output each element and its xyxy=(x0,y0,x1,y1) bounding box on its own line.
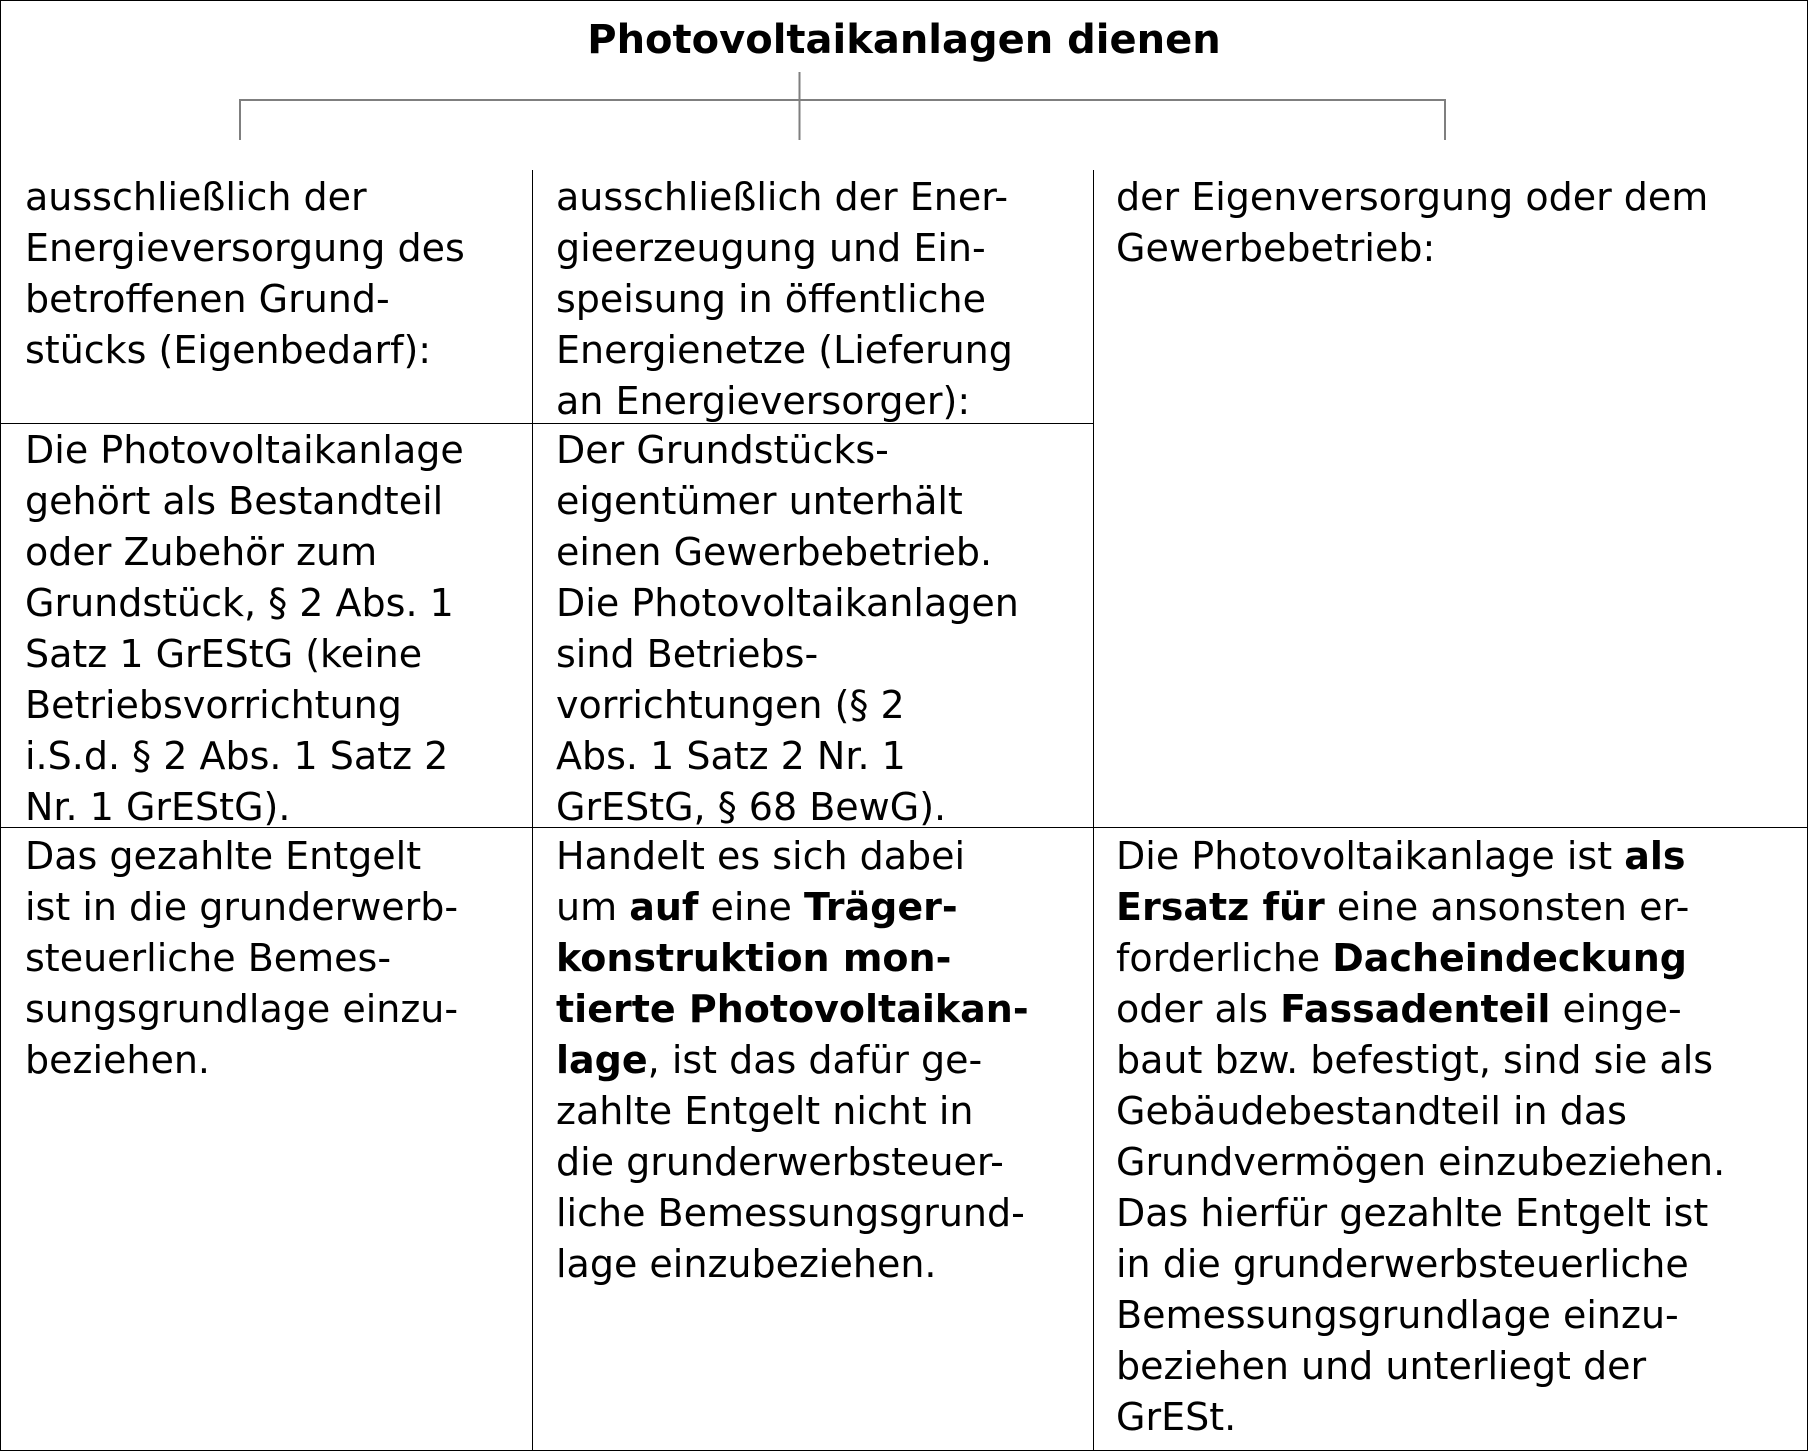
text-line: beziehen. xyxy=(25,1038,211,1082)
branch-connector xyxy=(0,0,1808,150)
emphasis: konstruktion mon- xyxy=(556,936,952,980)
text-line: Abs. 1 Satz 2 Nr. 1 xyxy=(556,734,906,778)
text-line: Bemessungsgrundlage einzu- xyxy=(1116,1293,1679,1337)
text-line: die grunderwerbsteuer- xyxy=(556,1140,1004,1184)
text-line: der Eigenversorgung oder dem xyxy=(1116,175,1709,219)
text-line: stücks (Eigenbedarf): xyxy=(25,328,432,372)
diagram-title: Photovoltaikanlagen dienen xyxy=(587,17,1221,63)
text-line: in die grunderwerbsteuerliche xyxy=(1116,1242,1689,1286)
text-line xyxy=(556,984,1029,1035)
text-line: GrEStG, § 68 BewG). xyxy=(556,785,947,829)
text-line: oder als Fassadenteil einge- xyxy=(1116,987,1682,1031)
text-line: Energienetze (Lieferung xyxy=(556,328,1013,372)
emphasis: Fassadenteil xyxy=(1280,987,1551,1031)
column-3-header xyxy=(1116,172,1708,274)
column-3-result xyxy=(1116,831,1725,1443)
text-line: speisung in öffentliche xyxy=(556,277,987,321)
text-line: Handelt es sich dabei xyxy=(556,834,966,878)
column-2-result xyxy=(556,831,1029,1290)
text-line: GrESt. xyxy=(1116,1395,1237,1439)
text-line: oder Zubehör zum xyxy=(25,530,378,574)
text-line: Das hierfür gezahlte Entgelt ist xyxy=(1116,1191,1709,1235)
column-divider-1 xyxy=(532,170,533,1451)
text-line: einen Gewerbebetrieb. xyxy=(556,530,993,574)
text-line: an Energieversorger): xyxy=(556,379,971,423)
text-line: vorrichtungen (§ 2 xyxy=(556,683,905,727)
emphasis: tierte Photovoltaikan- xyxy=(556,987,1029,1031)
text-line: ist in die grunderwerb- xyxy=(25,885,459,929)
text-line: baut bzw. befestigt, sind sie als xyxy=(1116,1038,1714,1082)
text-line: Ersatz für eine ansonsten er- xyxy=(1116,885,1690,929)
text-line: betroffenen Grund- xyxy=(25,277,390,321)
column-2-header xyxy=(556,172,1013,427)
text-line: lage, ist das dafür ge- xyxy=(556,1038,983,1082)
text-line: sungsgrundlage einzu- xyxy=(25,987,459,1031)
text-line: Das gezahlte Entgelt xyxy=(25,834,422,878)
column-1-result xyxy=(25,831,458,1086)
text-line: forderliche Dacheindeckung xyxy=(1116,936,1687,980)
emphasis: auf xyxy=(629,885,699,929)
text-line: Betriebsvorrichtung xyxy=(25,683,402,727)
text-line: beziehen und unterliegt der xyxy=(1116,1344,1647,1388)
text-line: Die Photovoltaikanlagen xyxy=(556,581,1019,625)
text-line: Nr. 1 GrEStG). xyxy=(25,785,291,829)
column-1-header xyxy=(25,172,465,376)
emphasis: Ersatz für xyxy=(1116,885,1325,929)
text-line: steuerliche Bemes- xyxy=(25,936,392,980)
text-line xyxy=(556,933,1029,984)
column-1-detail xyxy=(25,425,464,833)
emphasis: lage xyxy=(556,1038,648,1082)
emphasis: als xyxy=(1624,834,1686,878)
text-line: Gewerbebetrieb: xyxy=(1116,226,1436,270)
text-line: Energieversorgung des xyxy=(25,226,465,270)
text-line: liche Bemessungsgrund- xyxy=(556,1191,1025,1235)
text-line: Die Photovoltaikanlage xyxy=(25,428,464,472)
text-line: gieerzeugung und Ein- xyxy=(556,226,986,270)
text-line: Grundstück, § 2 Abs. 1 xyxy=(25,581,454,625)
text-line: ausschließlich der xyxy=(25,175,367,219)
column-divider-2 xyxy=(1093,170,1094,1451)
text-line: Gebäudebestandteil in das xyxy=(1116,1089,1627,1133)
column-2-detail xyxy=(556,425,1019,833)
emphasis: Dacheindeckung xyxy=(1332,936,1687,980)
text-line: lage einzubeziehen. xyxy=(556,1242,937,1286)
text-line: Der Grundstücks- xyxy=(556,428,889,472)
text-line: gehört als Bestandteil xyxy=(25,479,444,523)
text-line: i.S.d. § 2 Abs. 1 Satz 2 xyxy=(25,734,449,778)
emphasis: Träger- xyxy=(803,885,958,929)
text-line: eigentümer unterhält xyxy=(556,479,963,523)
text-line: Satz 1 GrEStG (keine xyxy=(25,632,423,676)
text-line: zahlte Entgelt nicht in xyxy=(556,1089,974,1133)
text-line: um auf eine Träger- xyxy=(556,885,958,929)
text-line: Die Photovoltaikanlage ist als xyxy=(1116,834,1686,878)
text-line: Grundvermögen einzubeziehen. xyxy=(1116,1140,1726,1184)
text-line: ausschließlich der Ener- xyxy=(556,175,1009,219)
text-line: sind Betriebs- xyxy=(556,632,819,676)
